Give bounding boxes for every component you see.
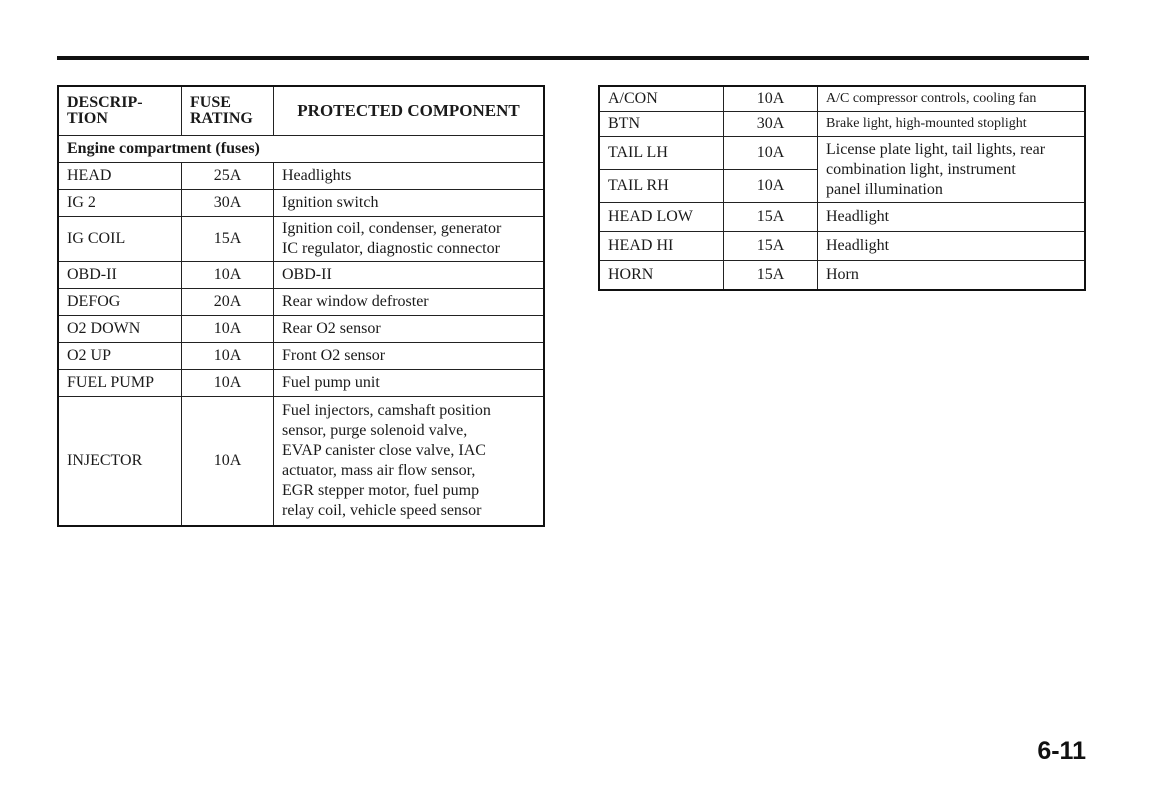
fuse-rating: 10A (182, 262, 274, 289)
fuse-rating: 10A (724, 170, 818, 203)
fuse-description: HEAD HI (599, 232, 724, 261)
table-row (58, 289, 544, 316)
fuse-description: OBD-II (58, 262, 182, 289)
table-row (58, 217, 544, 262)
top-rule (57, 56, 1089, 60)
table-row (58, 397, 544, 527)
fuse-description: IG 2 (58, 190, 182, 217)
fuse-rating: 10A (182, 316, 274, 343)
table-header-row (58, 86, 544, 136)
fuse-component: Rear O2 sensor (274, 316, 545, 343)
fuse-component: License plate light, tail lights, rear combination light, instrument panel illumination (818, 137, 1086, 203)
header-fuse-rating: FUSE RATING (182, 86, 274, 136)
fuse-rating: 15A (724, 261, 818, 291)
fuse-description: HORN (599, 261, 724, 291)
fuse-description: A/CON (599, 86, 724, 112)
table-row (599, 137, 1085, 170)
fuse-rating: 30A (182, 190, 274, 217)
fuse-description: IG COIL (58, 217, 182, 262)
fuse-description: HEAD (58, 163, 182, 190)
fuse-component: Rear window defroster (274, 289, 545, 316)
table-row (599, 261, 1085, 291)
table-row (599, 86, 1085, 112)
fuse-rating: 15A (724, 232, 818, 261)
additional-fuse-table (598, 85, 1086, 291)
fuse-component: Ignition switch (274, 190, 545, 217)
page-number: 6-11 (1037, 737, 1086, 765)
fuse-component: OBD-II (274, 262, 545, 289)
header-protected-component: PROTECTED COMPONENT (274, 86, 545, 136)
fuse-rating: 10A (182, 343, 274, 370)
fuse-rating: 25A (182, 163, 274, 190)
table-row (599, 203, 1085, 232)
fuse-description: BTN (599, 112, 724, 137)
fuse-component: Headlight (818, 203, 1086, 232)
header-description: DESCRIP- TION (58, 86, 182, 136)
fuse-rating: 10A (724, 137, 818, 170)
fuse-rating: 20A (182, 289, 274, 316)
table-row (599, 232, 1085, 261)
fuse-rating: 15A (182, 217, 274, 262)
fuse-description: O2 DOWN (58, 316, 182, 343)
table-row (58, 316, 544, 343)
fuse-rating: 10A (182, 370, 274, 397)
fuse-component: Headlights (274, 163, 545, 190)
fuse-component: Fuel injectors, camshaft position sensor, purge solenoid valve, EVAP canister close valve, IAC actuator, mass air flow sensor, EGR stepper motor, fuel pump relay coil, vehicle speed sensor (274, 397, 545, 527)
fuse-description: DEFOG (58, 289, 182, 316)
fuse-description: INJECTOR (58, 397, 182, 527)
table-row (58, 370, 544, 397)
fuse-component: Ignition coil, condenser, generator IC regulator, diagnostic connector (274, 217, 545, 262)
table-row (58, 163, 544, 190)
table-row (58, 343, 544, 370)
fuse-component: Brake light, high-mounted stoplight (818, 112, 1086, 137)
fuse-description: FUEL PUMP (58, 370, 182, 397)
fuse-component: Headlight (818, 232, 1086, 261)
table-row (599, 112, 1085, 137)
fuse-rating: 15A (724, 203, 818, 232)
fuse-component: Horn (818, 261, 1086, 291)
table-row (58, 190, 544, 217)
section-row (58, 136, 544, 163)
fuse-component: Front O2 sensor (274, 343, 545, 370)
section-label: Engine compartment (fuses) (58, 136, 544, 163)
fuse-rating: 30A (724, 112, 818, 137)
fuse-description: HEAD LOW (599, 203, 724, 232)
fuse-rating: 10A (182, 397, 274, 527)
engine-fuse-table (57, 85, 545, 527)
fuse-description: O2 UP (58, 343, 182, 370)
fuse-rating: 10A (724, 86, 818, 112)
fuse-component: A/C compressor controls, cooling fan (818, 86, 1086, 112)
fuse-description: TAIL RH (599, 170, 724, 203)
fuse-description: TAIL LH (599, 137, 724, 170)
fuse-component: Fuel pump unit (274, 370, 545, 397)
table-row (58, 262, 544, 289)
